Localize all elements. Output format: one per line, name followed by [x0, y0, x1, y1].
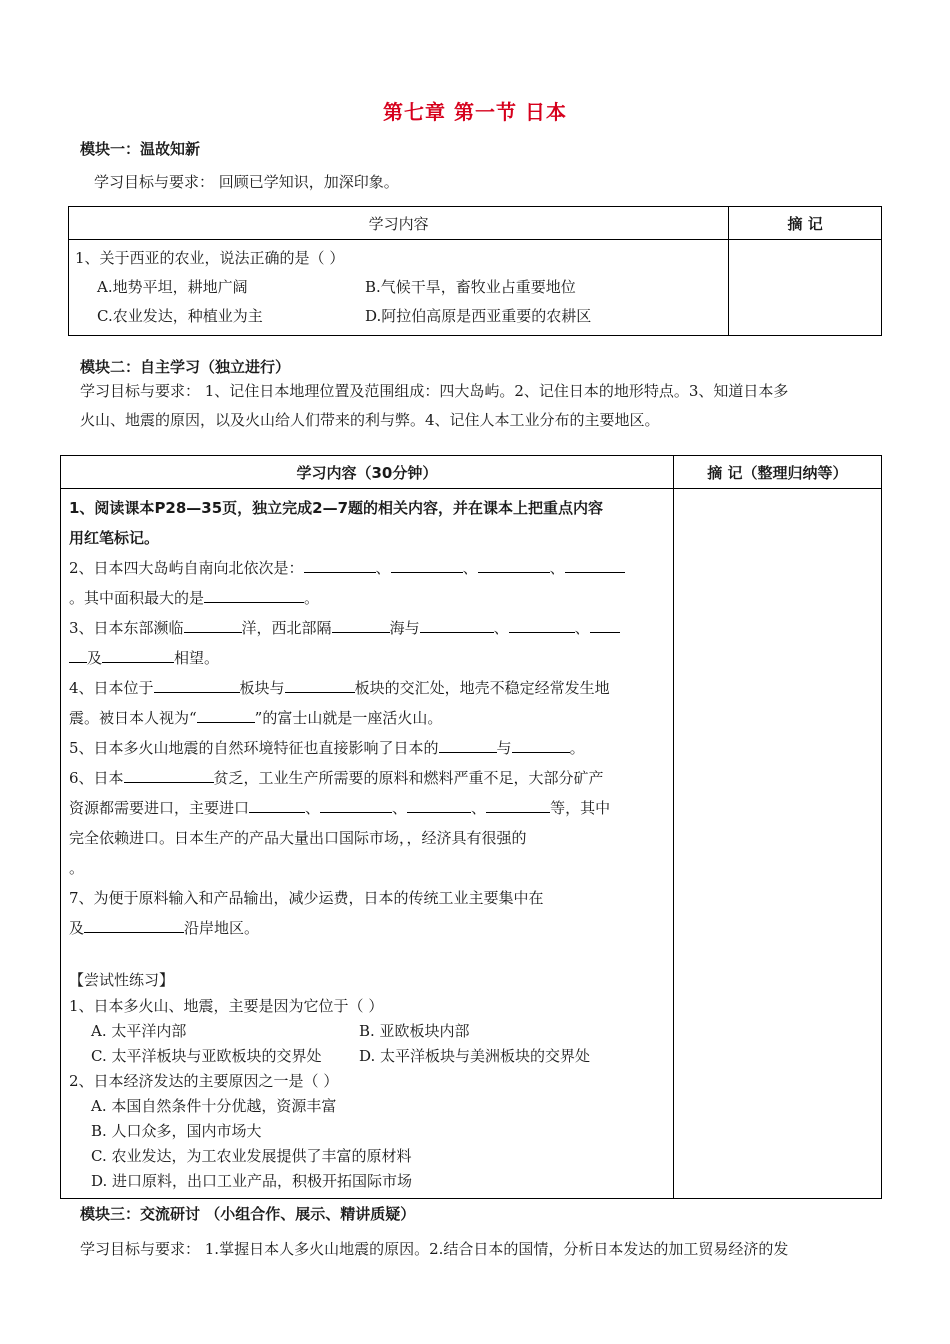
q2-sep: 、	[549, 559, 565, 577]
practice-q1-option-c: C. 太平洋板块与亚欧板块的交界处	[91, 1047, 322, 1065]
module1-option-d: D.阿拉伯高原是西亚重要的农耕区	[365, 307, 592, 325]
blank[interactable]	[391, 554, 463, 573]
module2-table	[60, 455, 882, 1199]
q6-text-a: 6、日本	[69, 769, 124, 787]
q7-line2	[69, 913, 665, 943]
q1-line1: 1、阅读课本P28—35页，独立完成2—7题的相关内容，并在课本上把重点内容	[69, 499, 604, 517]
module3-heading: 模块三：交流研讨 （小组合作、展示、精讲质疑）	[80, 1205, 416, 1223]
blank[interactable]	[565, 554, 625, 573]
q2-line2	[69, 583, 665, 613]
practice-q2: 2、日本经济发达的主要原因之一是（ ）	[69, 1072, 339, 1090]
module3-goal: 学习目标与要求： 1.掌握日本人多火山地震的原因。2.结合日本的国情，分析日本发达的加工贸易经济的发	[80, 1240, 789, 1258]
q6-text-b: 贫乏，工业生产所需要的原料和燃料严重不足，大部分矿产	[213, 769, 604, 787]
q4-line1	[69, 673, 665, 703]
q6-line2	[69, 793, 665, 823]
q2-sep: 、	[375, 559, 391, 577]
module1-col-content-header: 学习内容	[69, 207, 729, 240]
module1-option-b: B.气候干旱，畜牧业占重要地位	[365, 278, 576, 296]
module1-heading: 模块一：温故知新	[80, 140, 201, 158]
blank[interactable]	[184, 614, 242, 633]
q2-text-a: 2、日本四大岛屿自南向北依次是：	[69, 559, 304, 577]
module2-goal-line1: 学习目标与要求： 1、记住日本地理位置及范围组成：四大岛屿。2、记住日本的地形特点。3、知道日本多	[80, 382, 789, 400]
blank[interactable]	[512, 734, 570, 753]
module1-goal: 学习目标与要求： 回顾已学知识，加深印象。	[94, 173, 399, 191]
blank[interactable]	[204, 584, 304, 603]
practice-q2-option-d: D. 进口原料，出口工业产品，积极开拓国际市场	[91, 1172, 413, 1190]
q6-sep: 、	[305, 799, 321, 817]
blank[interactable]	[486, 794, 550, 813]
blank[interactable]	[332, 614, 390, 633]
q6-sep: 、	[471, 799, 487, 817]
module1-question: 1、关于西亚的农业，说法正确的是（ ）	[75, 249, 345, 267]
q6-line4: 。	[69, 859, 85, 877]
blank[interactable]	[102, 644, 174, 663]
blank[interactable]	[478, 554, 550, 573]
blank[interactable]	[407, 794, 471, 813]
practice-title: 【尝试性练习】	[69, 971, 175, 989]
blank[interactable]	[285, 674, 355, 693]
q1-line2: 用红笔标记。	[69, 529, 160, 547]
q6-text-d: 等，其中	[550, 799, 611, 817]
q2-sep: 、	[462, 559, 478, 577]
practice-q1-option-d: D. 太平洋板块与美洲板块的交界处	[359, 1047, 591, 1065]
q6-line3: 完全依赖进口。日本生产的产品大量出口国际市场，，经济具有很强的	[69, 829, 527, 847]
module2-heading: 模块二：自主学习（独立进行）	[80, 358, 291, 376]
q7-line1: 7、为便于原料输入和产品输出，减少运费，日本的传统工业主要集中在	[69, 889, 544, 907]
q7-text-c: 沿岸地区。	[184, 919, 260, 937]
module2-notes-cell	[673, 489, 881, 1199]
q3-text-c: 海与	[389, 619, 420, 637]
module2-content-cell	[61, 489, 674, 1199]
q4-text-e: ”的富士山就是一座活火山。	[254, 709, 443, 727]
q3-text-b: 洋，西北部隔	[241, 619, 332, 637]
blank[interactable]	[154, 674, 240, 693]
page-title: 第七章 第一节 日本	[383, 100, 567, 124]
module1-option-a: A.地势平坦，耕地广阔	[97, 278, 248, 296]
q6-text-c: 资源都需要进口，主要进口	[69, 799, 250, 817]
q3-text-a: 3、日本东部濒临	[69, 619, 184, 637]
q3-text-d: 及	[87, 649, 103, 667]
module1-content-cell	[69, 240, 729, 336]
blank[interactable]	[249, 794, 305, 813]
blank[interactable]	[197, 704, 255, 723]
q4-text-b: 板块与	[239, 679, 285, 697]
module1-table	[68, 206, 882, 336]
q3-line1	[69, 613, 665, 643]
blank[interactable]	[124, 764, 214, 783]
q2-line1	[69, 553, 665, 583]
practice-q1: 1、日本多火山、地震，主要是因为它位于（ ）	[69, 997, 384, 1015]
q3-sep: 、	[574, 619, 590, 637]
module2-goal	[80, 377, 880, 435]
q5-text-c: 。	[569, 739, 585, 757]
q4-text-d: 震。被日本人视为“	[69, 709, 197, 727]
q4-line2	[69, 703, 665, 733]
blank[interactable]	[509, 614, 575, 633]
blank[interactable]	[590, 614, 620, 633]
module2-col-content-header: 学习内容（30分钟）	[61, 456, 674, 489]
blank[interactable]	[439, 734, 497, 753]
q2-text-b: 。其中面积最大的是	[69, 589, 205, 607]
q5-text-b: 与	[496, 739, 512, 757]
module1-option-c: C.农业发达，种植业为主	[97, 307, 263, 325]
q6-sep: 、	[392, 799, 408, 817]
practice-q2-option-b: B. 人口众多，国内市场大	[91, 1122, 262, 1140]
practice-q1-option-a: A. 太平洋内部	[91, 1022, 187, 1040]
blank[interactable]	[304, 554, 376, 573]
q6-line1	[69, 763, 665, 793]
q4-text-c: 板块的交汇处，地壳不稳定经常发生地	[354, 679, 610, 697]
practice-q2-option-c: C. 农业发达，为工农业发展提供了丰富的原材料	[91, 1147, 412, 1165]
q5-text-a: 5、日本多火山地震的自然环境特征也直接影响了日本的	[69, 739, 439, 757]
module2-col-notes-header: 摘 记（整理归纳等）	[673, 456, 881, 489]
q2-end: 。	[304, 589, 320, 607]
q3-line2	[69, 643, 665, 673]
q7-text-b: 及	[69, 919, 85, 937]
q5-line	[69, 733, 665, 763]
module2-goal-line2: 火山、地震的原因，以及火山给人们带来的利与弊。4、记住人本工业分布的主要地区。	[80, 411, 660, 429]
module1-col-notes-header: 摘 记	[729, 207, 882, 240]
practice-q1-option-b: B. 亚欧板块内部	[359, 1022, 470, 1040]
blank[interactable]	[420, 614, 494, 633]
q3-text-e: 相望。	[174, 649, 220, 667]
blank[interactable]	[69, 644, 87, 663]
q3-sep: 、	[493, 619, 509, 637]
q4-text-a: 4、日本位于	[69, 679, 154, 697]
practice-q2-option-a: A. 本国自然条件十分优越，资源丰富	[91, 1097, 337, 1115]
blank[interactable]	[84, 914, 184, 933]
module1-notes-cell	[729, 240, 882, 336]
blank[interactable]	[320, 794, 392, 813]
